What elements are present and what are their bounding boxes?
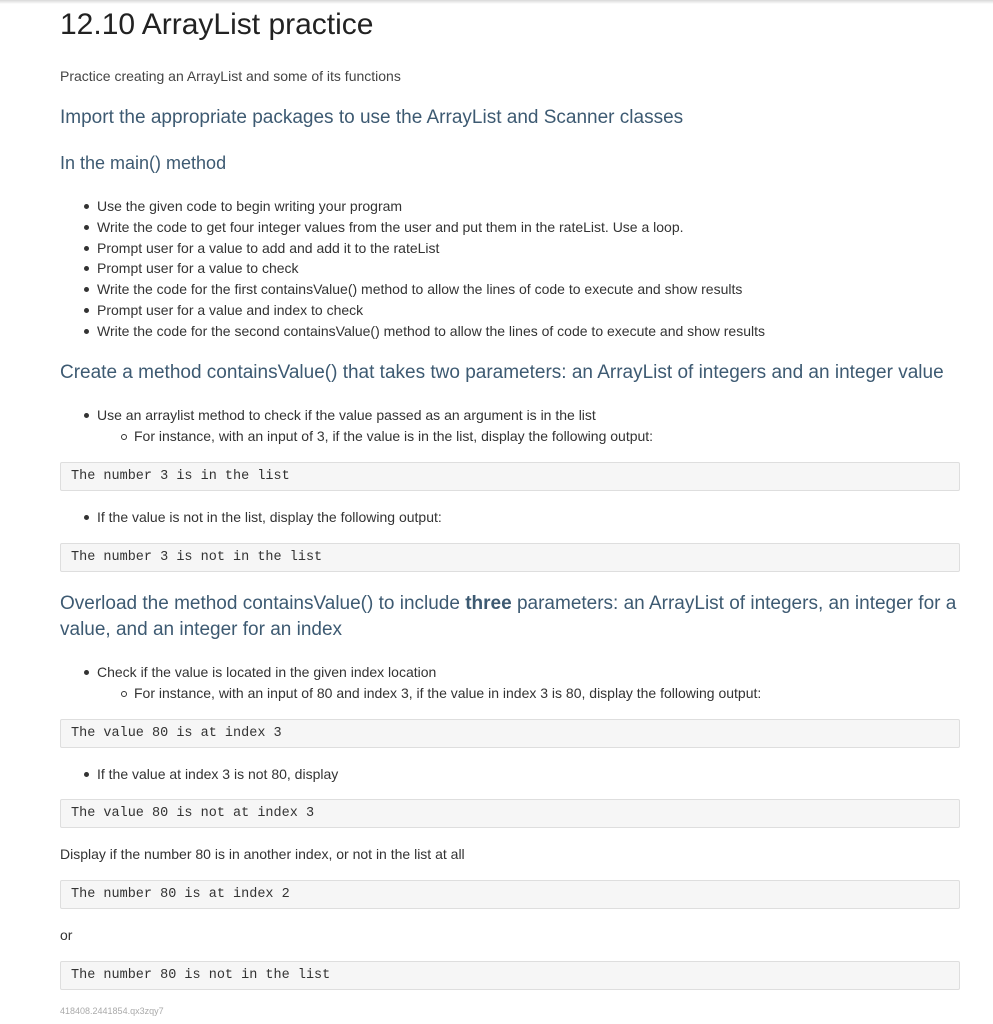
section-main-heading: In the main() method <box>60 153 227 173</box>
list-item: Check if the value is located in the given index location <box>97 662 962 683</box>
main-instructions-list <box>60 196 962 342</box>
code-block-other-index: The number 80 is at index 2 <box>60 880 960 909</box>
overload-instructions-list <box>60 662 962 704</box>
create-instructions-list <box>60 405 962 447</box>
list-item: Use an arraylist method to check if the value passed as an argument is in the list <box>97 405 962 426</box>
list-subitem: For instance, with an input of 3, if the value is in the list, display the following output: <box>97 426 962 447</box>
section-overload-heading <box>60 591 962 643</box>
code-block-not-in-list-80: The number 80 is not in the list <box>60 961 960 990</box>
list-subitem: For instance, with an input of 80 and index 3, if the value in index 3 is 80, display the following output: <box>97 683 962 704</box>
page-title: 12.10 ArrayList practice <box>60 8 374 41</box>
overload-heading-bold: three <box>465 593 512 614</box>
code-block-not-at-index: The value 80 is not at index 3 <box>60 799 960 828</box>
list-item: Write the code for the second containsValue() method to allow the lines of code to execute and show results <box>97 321 962 342</box>
list-item: Prompt user for a value to add and add it to the rateList <box>97 238 962 259</box>
intro-text: Practice creating an ArrayList and some of its functions <box>60 68 401 84</box>
section-create-heading: Create a method containsValue() that takes two parameters: an ArrayList of integers and an integer value <box>60 362 944 383</box>
or-text: or <box>60 927 73 943</box>
create-instructions-list-2 <box>60 507 962 528</box>
list-item: If the value is not in the list, display the following output: <box>97 507 962 528</box>
list-item: Use the given code to begin writing your program <box>97 196 962 217</box>
list-item: If the value at index 3 is not 80, display <box>97 764 962 785</box>
list-item: Write the code for the first containsValue() method to allow the lines of code to execute and show results <box>97 279 962 300</box>
list-item: Write the code to get four integer values from the user and put them in the rateList. Use a loop. <box>97 217 962 238</box>
overload-heading-part: parameters: an ArrayList of integers, an integer for a value, and an integer for an index <box>60 593 957 640</box>
code-block-in-list: The number 3 is in the list <box>60 462 960 491</box>
list-item: Prompt user for a value to check <box>97 258 962 279</box>
code-block-at-index: The value 80 is at index 3 <box>60 719 960 748</box>
top-divider <box>0 0 993 4</box>
section-import-heading: Import the appropriate packages to use the ArrayList and Scanner classes <box>60 107 684 128</box>
content-id: 418408.2441854.qx3zqy7 <box>60 1006 164 1016</box>
overload-heading-part: Overload the method containsValue() to include <box>60 593 466 614</box>
overload-instructions-list-2 <box>60 764 962 785</box>
display-instruction: Display if the number 80 is in another index, or not in the list at all <box>60 846 465 862</box>
code-block-not-in-list: The number 3 is not in the list <box>60 543 960 572</box>
list-item: Prompt user for a value and index to check <box>97 300 962 321</box>
